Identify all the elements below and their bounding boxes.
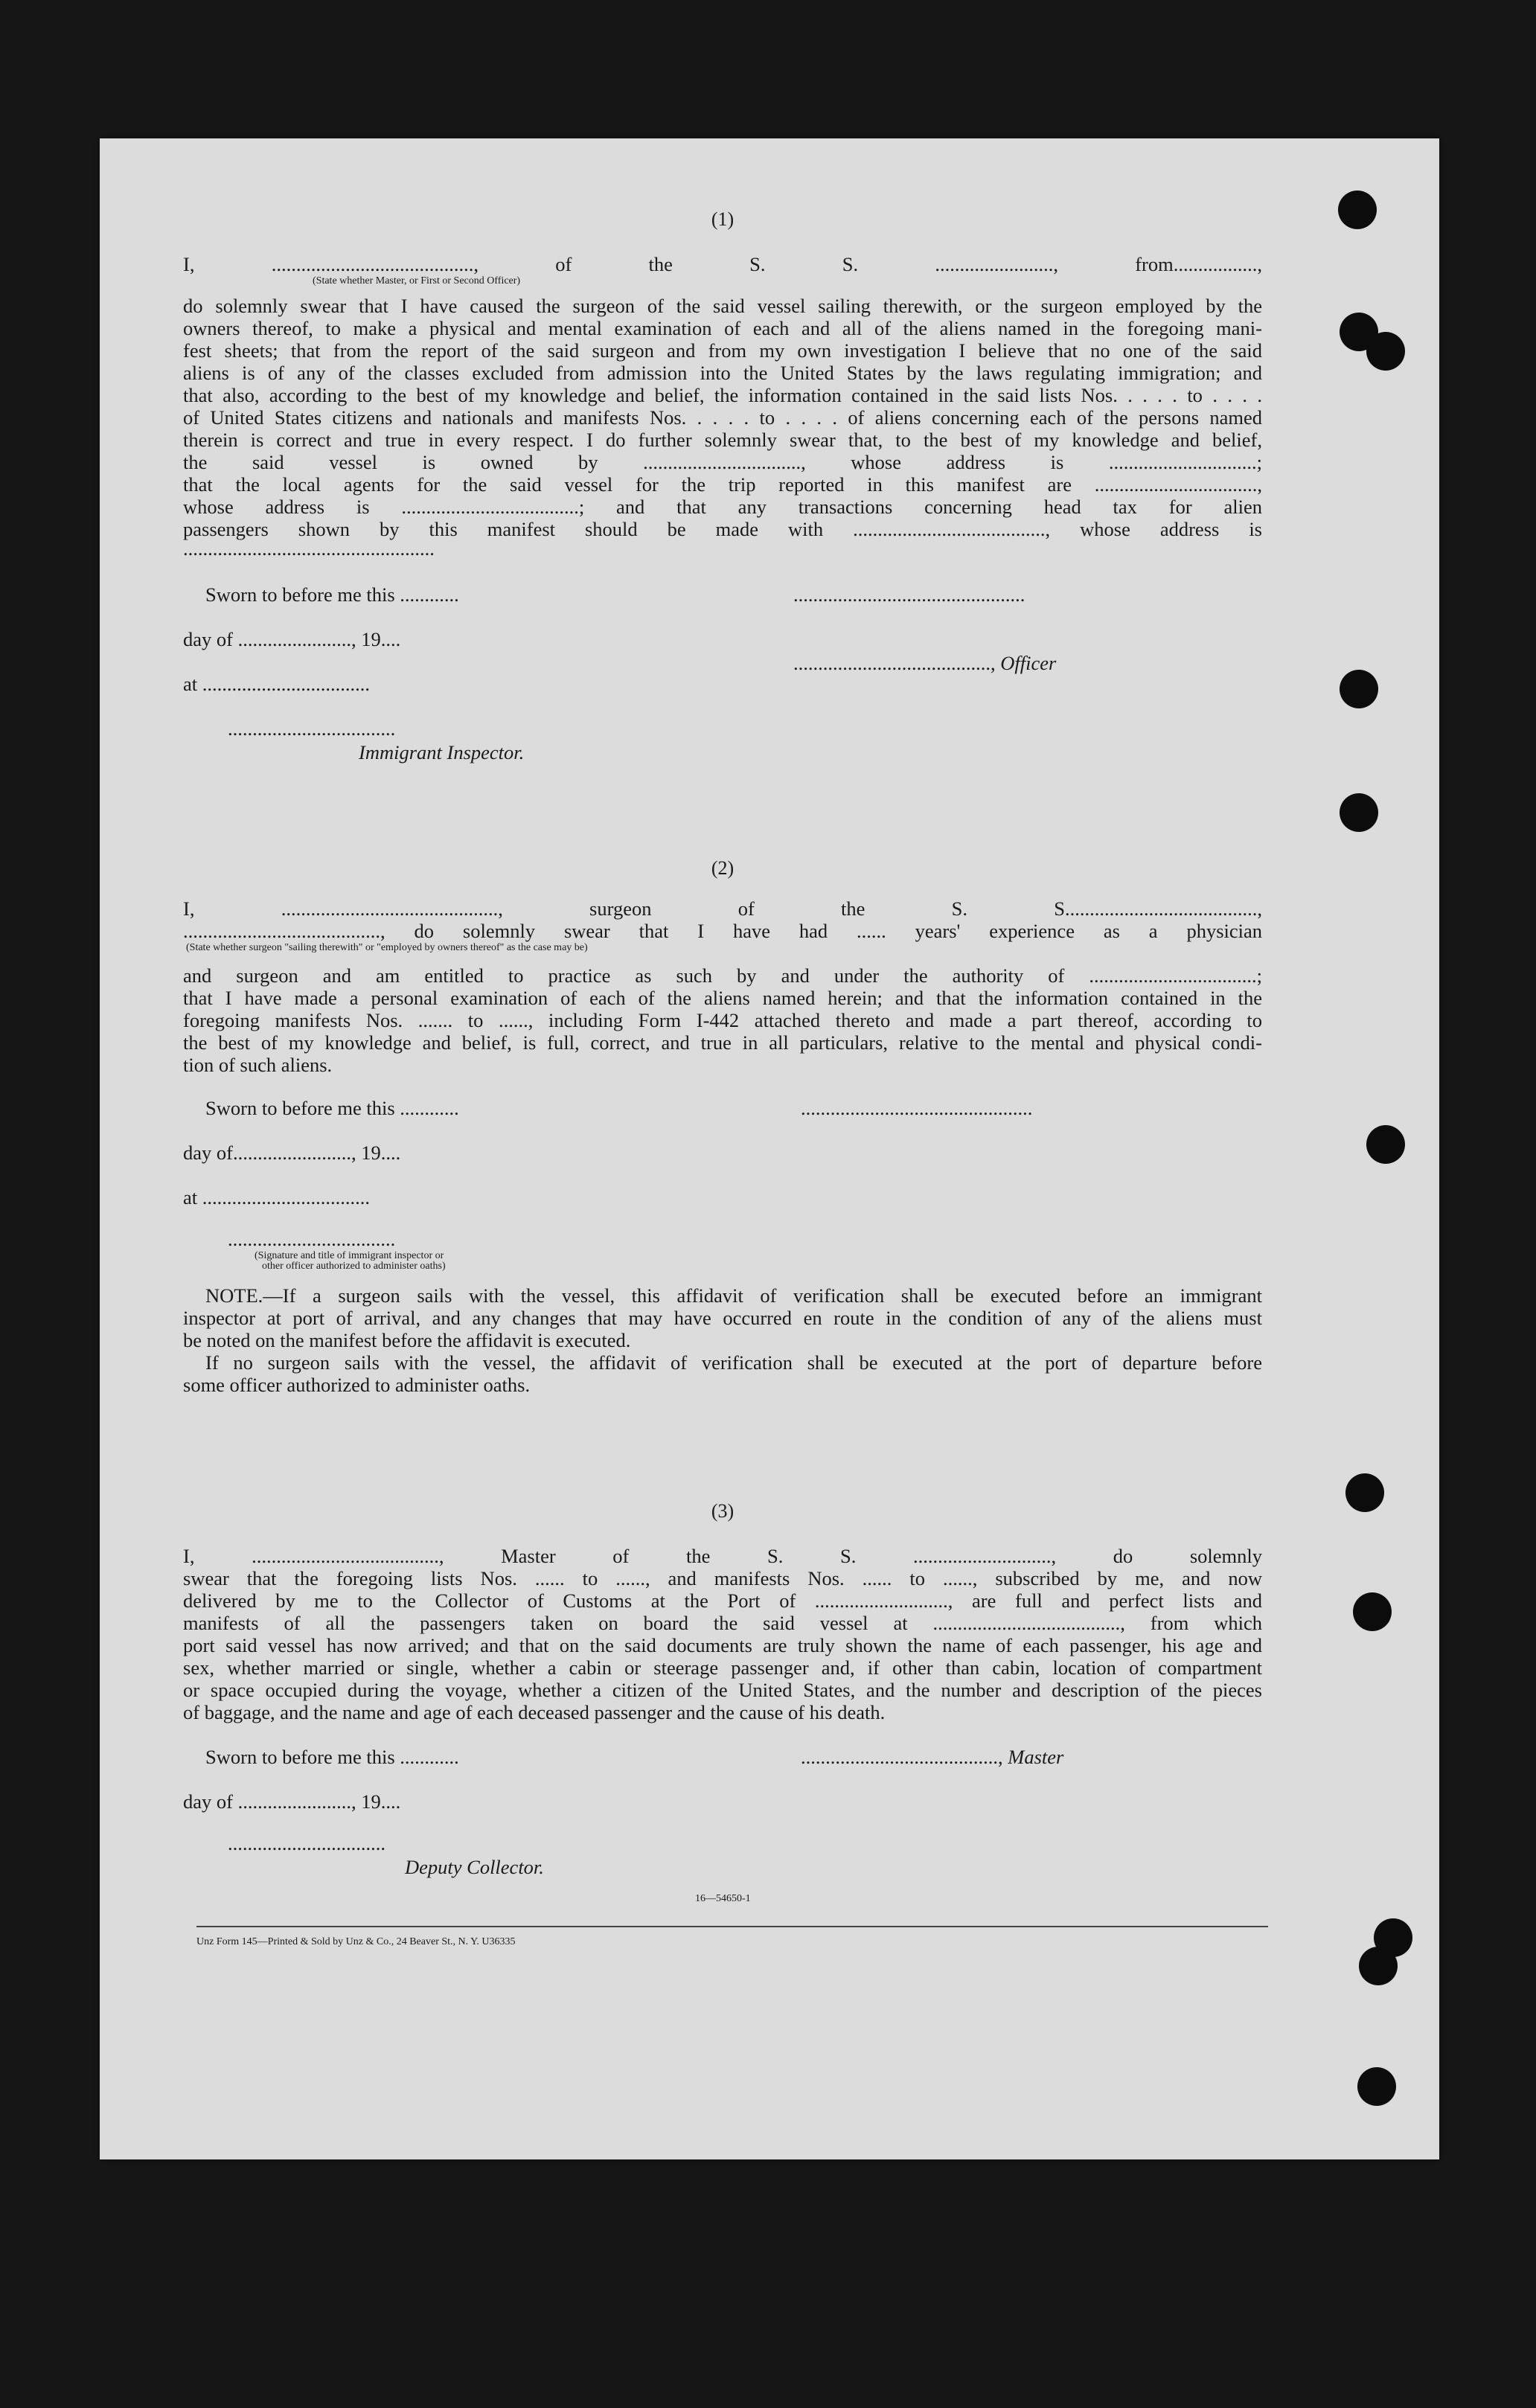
oath-line: delivered by me to the Collector of Customs at the Port of ..........................., are full and perfect lists and [183, 1589, 1262, 1612]
master-label: Master [1008, 1746, 1064, 1768]
binder-hole [1353, 1592, 1392, 1631]
blank-address-line: ................................................... [183, 537, 435, 560]
inspector-signature-dots: .................................. [228, 1228, 396, 1250]
sworn-line: Sworn to before me this ............ [205, 583, 459, 606]
state-note: (State whether Master, or First or Second Officer) [313, 275, 521, 286]
inspector-signature-dots: .................................. [228, 717, 396, 740]
note-line: NOTE.—If a surgeon sails with the vessel, this affidavit of verification shall be executed before an immigrant [205, 1284, 1262, 1307]
oath-line: the best of my knowledge and belief, is full, correct, and true in all particulars, relative to the mental and physical condi- [183, 1031, 1262, 1054]
note-line: some officer authorized to administer oaths. [183, 1374, 531, 1396]
binder-hole [1345, 1473, 1384, 1512]
master-dots: ........................................, [801, 1746, 1008, 1768]
oath-line: sex, whether married or single, whether a cabin or steerage passenger and, if other than cabin, location of compartment [183, 1656, 1262, 1679]
oath-line: therein is correct and true in every respect. I do further solemnly swear that, to the best of my knowledge and belief, [183, 429, 1262, 451]
at-line: at .................................. [183, 1186, 370, 1208]
oath-line: port said vessel has now arrived; and that on the said documents are truly shown the name of each passenger, his age and [183, 1634, 1262, 1656]
surgeon-signature-dots: ............................................... [801, 1097, 1033, 1119]
section-number: (3) [711, 1500, 735, 1522]
footer-rule [196, 1926, 1268, 1927]
oath-line: fest sheets; that from the report of the said surgeon and from my own investigation I believe that no one of the said [183, 339, 1262, 362]
signature-dots: ............................................... [793, 583, 1025, 606]
oath-line: foregoing manifests Nos. ....... to ......, including Form I-442 attached thereto and made a part thereof, according to [183, 1009, 1262, 1031]
oath-line: manifests of all the passengers taken on board the said vessel at ......................................, from which [183, 1612, 1262, 1634]
binder-hole [1359, 1947, 1398, 1985]
day-line: day of........................, 19.... [183, 1141, 401, 1164]
master-oath-first-line: I, ........................................., of the S. S. ........................, from................., [183, 253, 1262, 275]
oath-line: that I have made a personal examination of each of the aliens named herein; and that the information contained in the [183, 987, 1262, 1009]
binder-hole [1340, 670, 1378, 708]
oath-line: that the local agents for the said vessel for the trip reported in this manifest are ................................., [183, 473, 1262, 496]
oath-line: passengers shown by this manifest should be made with ......................................., whose address is [183, 518, 1262, 540]
note-line: be noted on the manifest before the affidavit is executed. [183, 1329, 631, 1351]
inspector-label: Immigrant Inspector. [359, 741, 525, 763]
surgeon-oath-second-line: ........................................, do solemnly swear that I have had ...... years' experience as a physician [183, 920, 1262, 942]
at-line: at .................................. [183, 673, 370, 695]
section-number: (2) [711, 857, 735, 879]
printer-imprint: Unz Form 145—Printed & Sold by Unz & Co., 24 Beaver St., N. Y. U36335 [196, 1936, 516, 1947]
day-line: day of ......................., 19.... [183, 1790, 401, 1813]
oath-line: the said vessel is owned by ................................, whose address is ..............................; [183, 451, 1262, 473]
oath-line: I, ......................................, Master of the S. S. ............................, do solemnly [183, 1545, 1262, 1567]
officer-label: Officer [1000, 652, 1057, 674]
sworn-line: Sworn to before me this ............ [205, 1097, 459, 1119]
note-line: If no surgeon sails with the vessel, the affidavit of verification shall be executed at the port of departure before [205, 1351, 1262, 1374]
collector-label: Deputy Collector. [405, 1856, 544, 1878]
state-note: (State whether surgeon "sailing therewith" or "employed by owners thereof" as the case may be) [186, 942, 588, 953]
oath-line: or space occupied during the voyage, whether a citizen of the United States, and the number and description of the pieces [183, 1679, 1262, 1701]
form-number: 16—54650-1 [695, 1893, 751, 1904]
binder-hole [1366, 332, 1405, 371]
oath-line: tion of such aliens. [183, 1054, 333, 1076]
collector-signature-dots: ................................ [228, 1832, 385, 1854]
master-signature-line [801, 1746, 1063, 1768]
oath-line: and surgeon and am entitled to practice as such by and under the authority of ..................................; [183, 964, 1262, 987]
section-number: (1) [711, 208, 735, 230]
oath-line: of baggage, and the name and age of each deceased passenger and the cause of his death. [183, 1701, 886, 1723]
oath-line: owners thereof, to make a physical and mental examination of each and all of the aliens named in the foregoing mani- [183, 317, 1262, 339]
binder-hole [1357, 2067, 1396, 2106]
oath-line: swear that the foregoing lists Nos. ...... to ......, and manifests Nos. ...... to ......, subscribed by me, and now [183, 1567, 1262, 1589]
surgeon-oath-first-line: I, ............................................, surgeon of the S. S......................................., [183, 897, 1262, 920]
binder-hole [1340, 793, 1378, 832]
sworn-line: Sworn to before me this ............ [205, 1746, 459, 1768]
signature-note: other officer authorized to administer oaths) [262, 1261, 446, 1272]
binder-hole [1338, 190, 1377, 229]
signature-note: (Signature and title of immigrant inspector or [255, 1250, 444, 1261]
day-line: day of ......................., 19.... [183, 628, 401, 650]
officer-signature-line [793, 652, 1056, 674]
oath-line: that also, according to the best of my knowledge and belief, the information contained in the said lists Nos. . . . . to . . . . [183, 384, 1262, 406]
officer-dots: ........................................, [793, 652, 1001, 674]
binder-hole [1366, 1125, 1405, 1164]
oath-line: do solemnly swear that I have caused the surgeon of the said vessel sailing therewith, or the surgeon employed by the [183, 295, 1262, 317]
oath-line: of United States citizens and nationals and manifests Nos. . . . . to . . . . of aliens concerning each of the persons named [183, 406, 1262, 429]
note-line: inspector at port of arrival, and any changes that may have occurred en route in the condition of any of the aliens must [183, 1307, 1262, 1329]
oath-line: aliens is of any of the classes excluded from admission into the United States by the laws regulating immigration; and [183, 362, 1262, 384]
oath-line: whose address is ....................................; and that any transactions concerning head tax for alien [183, 496, 1262, 518]
